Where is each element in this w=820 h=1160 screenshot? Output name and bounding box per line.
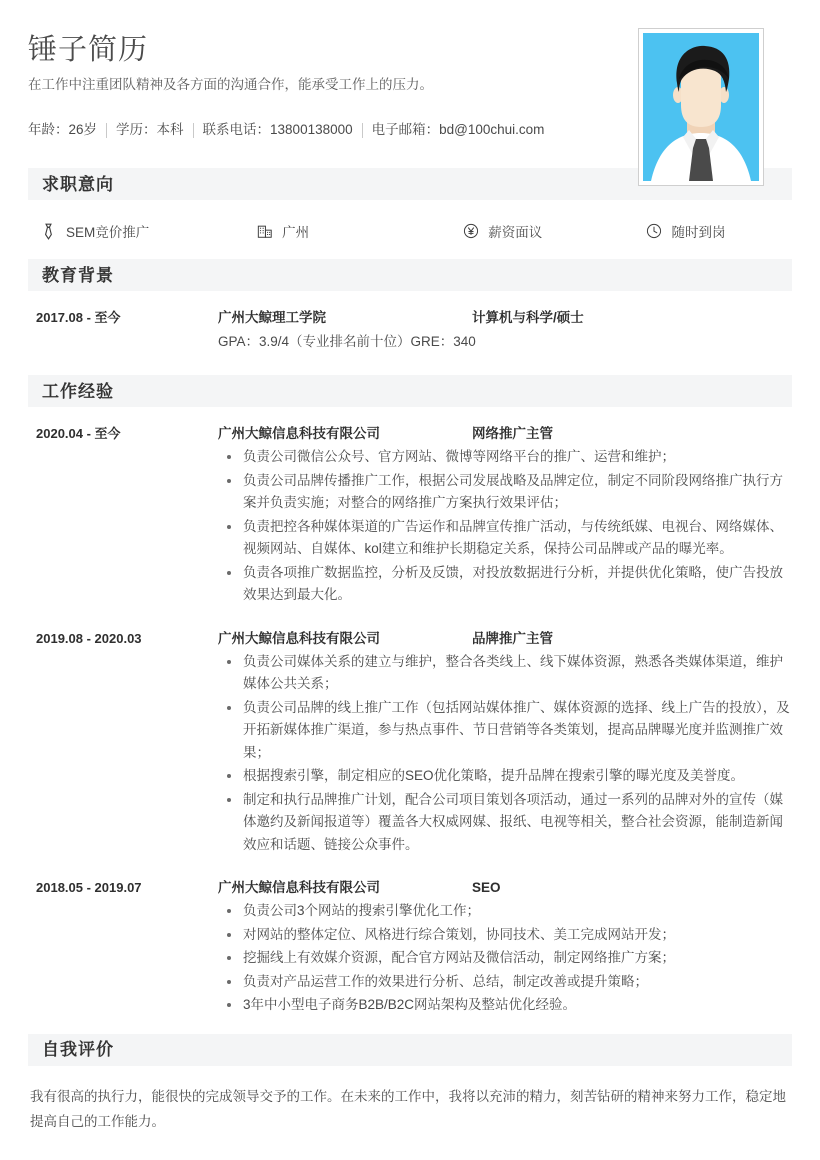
list-item: 负责公司微信公众号、官方网站、微博等网络平台的推广、运营和维护；: [218, 446, 792, 469]
entry-body: [218, 628, 792, 858]
intention-item-position: [28, 221, 256, 241]
yen-circle-icon: [462, 223, 479, 240]
list-item: 负责把控各种媒体渠道的广告运作和品牌宣传推广活动，与传统纸媒、电视台、网络媒体、视频网站、自媒体、kol建立和维护长期稳定关系，保持公司品牌或产品的曝光率。: [218, 516, 792, 561]
section-header-education: [28, 259, 792, 291]
contact-education: 学历：本科: [116, 122, 184, 137]
entry-headline: [218, 628, 792, 649]
avatar: [643, 33, 759, 181]
entry-role: 计算机与科学/硕士: [472, 310, 584, 325]
contact-divider: [193, 123, 194, 138]
contact-divider: [362, 123, 363, 138]
entry-organization: 广州大鲸信息科技有限公司: [218, 426, 380, 441]
contact-phone: 联系电话：13800138000: [202, 122, 353, 137]
work-block: [28, 407, 792, 1034]
responsibility-list: [218, 651, 792, 857]
contact-divider: [106, 123, 107, 138]
entry-note: GPA：3.9/4（专业排名前十位）GRE：340: [218, 334, 476, 349]
entry-headline: [218, 877, 792, 898]
entry-headline: [218, 307, 792, 328]
education-entry: [28, 291, 792, 353]
intention-label: 薪资面议: [488, 225, 543, 240]
list-item: 对网站的整体定位、风格进行综合策划，协同技术、美工完成网站开发；: [218, 924, 792, 947]
entry-role: 品牌推广主管: [472, 630, 553, 646]
tie-icon: [40, 223, 57, 240]
clock-icon: [645, 223, 662, 240]
list-item: 负责公司媒体关系的建立与维护，整合各类线上、线下媒体资源，熟悉各类媒体渠道，维护媒体公共关系；: [218, 651, 792, 696]
education-block: [28, 291, 792, 375]
list-item: 负责公司3个网站的搜索引擎优化工作；: [218, 900, 792, 923]
entry-date: 2018.05 - 2019.07: [36, 880, 142, 895]
contact-email: 电子邮箱：bd@100chui.com: [371, 122, 545, 137]
entry-headline: [218, 423, 792, 444]
list-item: 3年中小型电子商务B2B/B2C网站架构及整站优化经验。: [218, 994, 792, 1017]
intention-label: 随时到岗: [671, 225, 726, 240]
entry-organization: 广州大鲸理工学院: [218, 310, 326, 325]
intention-item-salary: [462, 221, 645, 241]
entry-organization: 广州大鲸信息科技有限公司: [218, 880, 380, 895]
section-title: 教育背景: [42, 265, 114, 285]
list-item: 制定和执行品牌推广计划，配合公司项目策划各项活动，通过一系列的品牌对外的宣传（媒体邀约及新闻报道等）覆盖各大权威网媒、报纸、电视等相关，整合社会资源，能制造新闻效应和话题、链接公众事件。: [218, 789, 792, 857]
section-header-work: [28, 375, 792, 407]
avatar-frame: [638, 28, 764, 186]
work-entry: [28, 857, 792, 1018]
entry-date: 2017.08 - 至今: [36, 310, 121, 325]
self-evaluation-block: [28, 1066, 792, 1134]
entry-date: 2019.08 - 2020.03: [36, 630, 142, 646]
section-header-self-evaluation: [28, 1034, 792, 1066]
intention-label: 广州: [282, 225, 310, 240]
entry-body: [218, 423, 792, 608]
header-text-block: [28, 30, 628, 141]
contact-age: 年龄：26岁: [28, 122, 98, 137]
section-title: 自我评价: [42, 1040, 114, 1059]
entry-date: 2020.04 - 至今: [36, 426, 121, 441]
section-title: 求职意向: [42, 174, 114, 194]
entry-role: 网络推广主管: [472, 426, 553, 441]
building-icon: [256, 223, 273, 240]
work-entry: [28, 407, 792, 608]
contact-line: [28, 119, 628, 141]
work-entry: [28, 608, 792, 858]
list-item: 负责公司品牌的线上推广工作（包括网站媒体推广、媒体资源的选择、线上广告的投放），及开拓新媒体推广渠道，参与热点事件、节日营销等各类策划，提高品牌曝光度并监测推广效果；: [218, 697, 792, 765]
intention-item-city: [256, 221, 462, 241]
entry-organization: 广州大鲸信息科技有限公司: [218, 630, 380, 646]
list-item: 负责公司品牌传播推广工作，根据公司发展战略及品牌定位，制定不同阶段网络推广执行方案并负责实施；对整合的网络推广方案执行效果评估；: [218, 470, 792, 515]
page-title: 锤子简历: [28, 34, 149, 66]
intention-row: [28, 200, 792, 259]
list-item: 挖掘线上有效媒介资源，配合官方网站及微信活动，制定网络推广方案；: [218, 947, 792, 970]
entry-role: SEO: [472, 880, 501, 895]
responsibility-list: [218, 446, 792, 607]
self-evaluation-text: 我有很高的执行力，能很快的完成领导交予的工作。在未来的工作中，我将以充沛的精力，刻苦钻研的精神来努力工作，稳定地提高自己的工作能力。: [30, 1088, 786, 1129]
entry-body: [218, 307, 792, 353]
list-item: 根据搜索引擎，制定相应的SEO优化策略，提升品牌在搜索引擎的曝光度及美誉度。: [218, 765, 792, 788]
intention-item-availability: [645, 221, 792, 241]
intention-label: SEM竞价推广: [66, 225, 150, 240]
section-title: 工作经验: [42, 381, 114, 401]
entry-body: [218, 877, 792, 1018]
resume-header: [28, 0, 792, 168]
header-subtitle: 在工作中注重团队精神及各方面的沟通合作，能承受工作上的压力。: [28, 77, 433, 92]
responsibility-list: [218, 900, 792, 1017]
list-item: 负责各项推广数据监控，分析及反馈，对投放数据进行分析，并提供优化策略，使广告投放效果达到最大化。: [218, 562, 792, 607]
list-item: 负责对产品运营工作的效果进行分析、总结，制定改善或提升策略；: [218, 971, 792, 994]
